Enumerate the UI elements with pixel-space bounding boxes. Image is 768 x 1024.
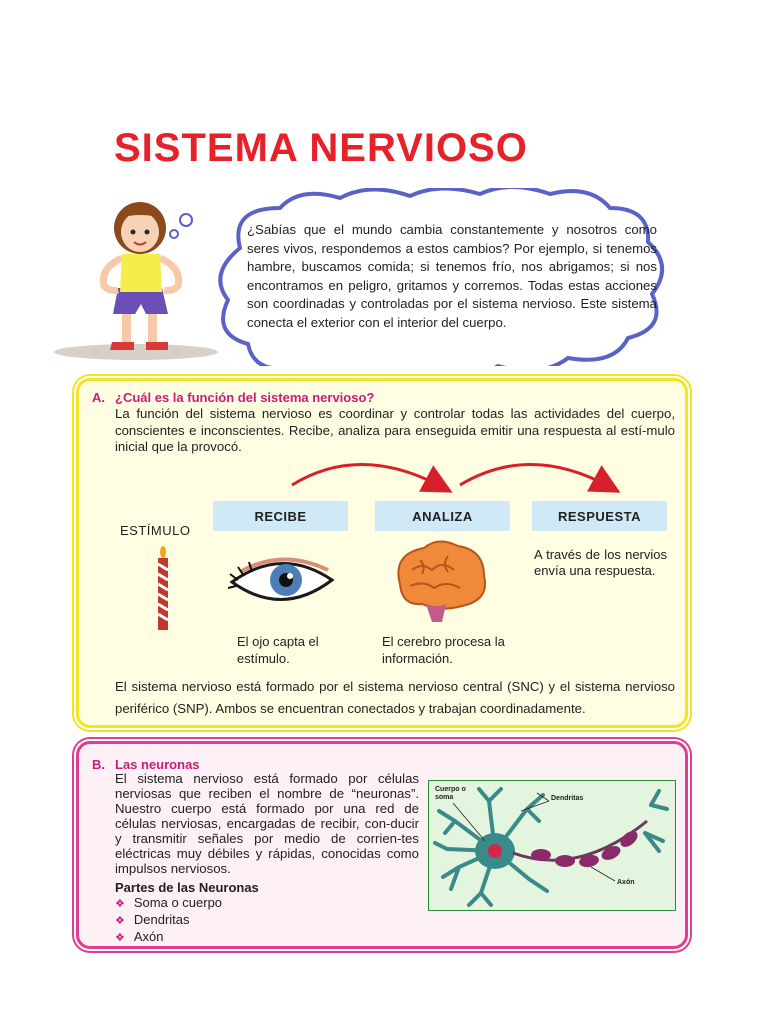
- step-analiza: ANALIZA: [375, 501, 510, 531]
- brain-icon: [390, 540, 490, 626]
- eye-icon: [228, 552, 336, 610]
- arrow-recibe-analiza: [292, 464, 442, 487]
- girl-illustration: [52, 196, 222, 362]
- list-item: ❖ Axón: [115, 929, 164, 944]
- section-b-text: El sistema nervioso está formado por células nerviosas que reciben el nombre de “neuronas”. Nuestro cuerpo está formado por una red de células nerviosas, encargadas de recibir, con-ducir y transmitir señales por medio de corrien-tes eléctricas muy débiles y rápidas, conocidas como impulsos nerviosos.: [115, 771, 419, 876]
- eye-caption: El ojo capta el estímulo.: [237, 634, 319, 666]
- step-respuesta: RESPUESTA: [532, 501, 667, 531]
- section-a-text: La función del sistema nervioso es coordinar y controlar todas las actividades del cuerpo, conscientes e inconscientes. Recibe, analiza para enseguida emitir una respuesta al estí-mulo inicial que la provocó.: [115, 406, 675, 454]
- parts-list: [115, 895, 222, 946]
- step-recibe: RECIBE: [213, 501, 348, 531]
- parts-heading: Partes de las Neuronas: [115, 880, 259, 895]
- diamond-bullet-icon: ❖: [115, 898, 125, 910]
- page-title: SISTEMA NERVIOSO: [114, 126, 528, 170]
- flow-arrows: [280, 455, 620, 495]
- list-item: ❖ Dendritas: [115, 912, 190, 927]
- label-axon: Axón: [617, 879, 635, 886]
- arrow-analiza-respuesta: [460, 464, 610, 487]
- label-dendrites: Dendritas: [551, 795, 584, 802]
- response-caption: A través de los nervios envía una respuesta.: [534, 547, 667, 578]
- stimulus-label: ESTÍMULO: [120, 523, 191, 538]
- section-a-heading: ¿Cuál es la función del sistema nervioso?: [115, 390, 375, 405]
- neuron-diagram: [428, 780, 676, 911]
- intro-text: ¿Sabías que el mundo cambia constantemente y nosotros como seres vivos, respondemos a estos cambios? Por ejemplo, si tenemos hambre, buscamos comida; si tenemos frío, nos abrigamos; si nos encontramos en peligro, gritamos y corremos. Todas estas acciones son coordinadas y controladas por el sistema nervioso. Este sistema conecta el exterior con el interior del cuerpo.: [247, 222, 657, 330]
- section-b-letter: B.: [92, 757, 105, 772]
- list-item: ❖ Soma o cuerpo: [115, 895, 223, 910]
- section-b-heading: Las neuronas: [115, 757, 200, 772]
- brain-caption: El cerebro procesa la información.: [382, 634, 505, 666]
- diamond-bullet-icon: ❖: [115, 915, 125, 927]
- section-a-footer: El sistema nervioso está formado por el sistema nervioso central (SNC) y el sistema nervioso periférico (SNP). Ambos se encuentran conectados y trabajan coordinadamente.: [115, 679, 675, 716]
- section-a-letter: A.: [92, 390, 105, 405]
- label-soma: Cuerpo o soma: [435, 786, 466, 801]
- diamond-bullet-icon: ❖: [115, 932, 125, 944]
- candle-icon: [152, 546, 174, 632]
